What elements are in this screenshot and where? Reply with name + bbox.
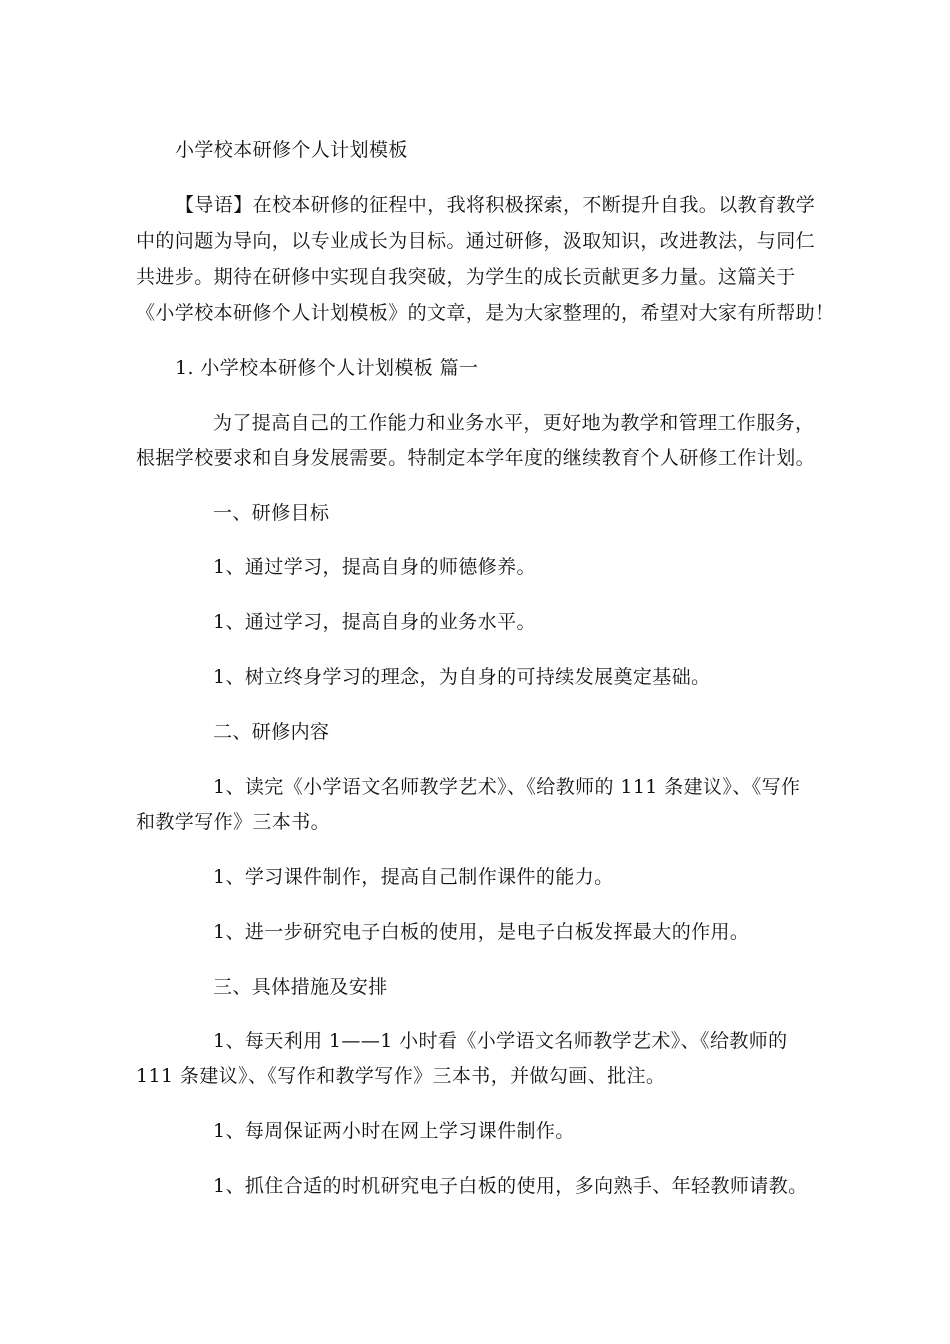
intro-line-1: 【导语】在校本研修的征程中，我将积极探索，不断提升自我。以教育教学 (175, 194, 816, 216)
intro-line-2: 中的问题为导向，以专业成长为目标。通过研修，汲取知识，改进教法，与同仁 (136, 230, 816, 252)
part1-item-3: 1、树立终身学习的理念，为自身的可持续发展奠定基础。 (213, 666, 711, 688)
part2-item-1-line-1: 1、读完《小学语文名师教学艺术》、《给教师的 111 条建议》、《写作 (213, 776, 801, 798)
part3-item-3: 1、抓住合适的时机研究电子白板的使用，多向熟手、年轻教师请教。 (213, 1175, 808, 1197)
document-title: 小学校本研修个人计划模板 (175, 139, 408, 161)
section-heading: 1. 小学校本研修个人计划模板 篇一 (175, 357, 479, 379)
intro-line-3: 共进步。期待在研修中实现自我突破，为学生的成长贡献更多力量。这篇关于 (136, 266, 796, 288)
part2-item-1-line-2: 和教学写作》三本书。 (136, 811, 331, 833)
part3-item-2: 1、每周保证两小时在网上学习课件制作。 (213, 1120, 575, 1142)
part2-item-3: 1、进一步研究电子白板的使用，是电子白板发挥最大的作用。 (213, 921, 750, 943)
part1-item-2: 1、通过学习，提高自身的业务水平。 (213, 611, 536, 633)
purpose-line-2: 根据学校要求和自身发展需要。特制定本学年度的继续教育个人研修工作计划。 (136, 447, 816, 469)
part3-heading: 三、具体措施及安排 (213, 976, 388, 998)
purpose-line-1: 为了提高自己的工作能力和业务水平，更好地为教学和管理工作服务， (213, 412, 815, 434)
part2-item-2: 1、学习课件制作，提高自己制作课件的能力。 (213, 866, 614, 888)
part1-heading: 一、研修目标 (213, 502, 330, 524)
part3-item-1-line-2: 111 条建议》、《写作和教学写作》三本书，并做勾画、批注。 (136, 1065, 666, 1087)
part3-item-1-line-1: 1、每天利用 1——1 小时看《小学语文名师教学艺术》、《给教师的 (213, 1030, 788, 1052)
part2-heading: 二、研修内容 (213, 721, 330, 743)
intro-line-4: 《小学校本研修个人计划模板》的文章，是为大家整理的，希望对大家有所帮助！ (136, 302, 835, 324)
part1-item-1: 1、通过学习，提高自身的师德修养。 (213, 556, 536, 578)
